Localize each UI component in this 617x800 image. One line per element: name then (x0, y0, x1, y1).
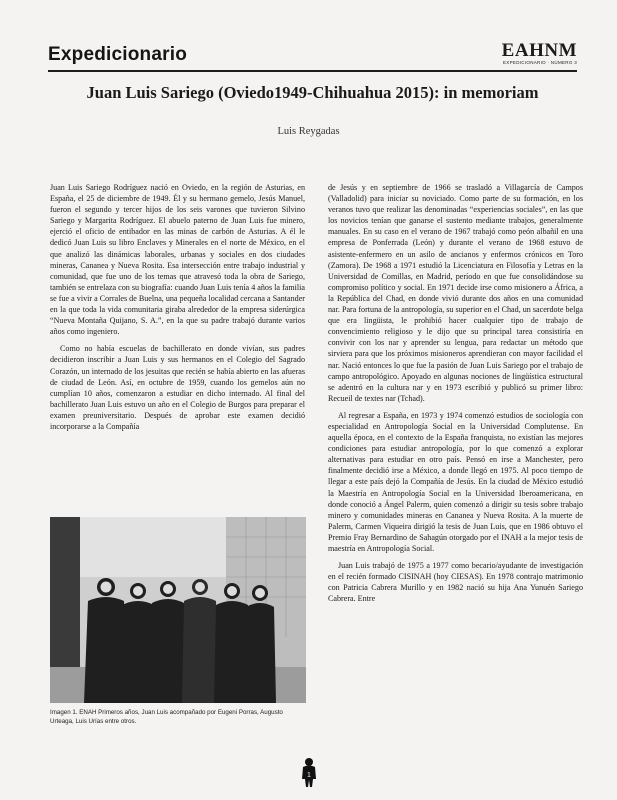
paragraph: Al regresar a España, en 1973 y 1974 comenzó estudios de sociología con especialidad en Antropología Social en la Universidad Complutense. En aquella época, en el contexto de la España franquista, no existían las mejores condiciones para estudiar antropología, por lo que comenzó a explorar alternativas para estudiar en otro país. Pensó en irse a Manchester, pero finalmente decidió irse a México, a donde llegó en 1975. Al poco tiempo de llegar a este país dejó la Compañía de Jesús. En la ciudad de México estudió la Maestría en Antropología Social en la Universidad Iberoamericana, en donde conoció a Ángel Palerm, quien comenzó a dirigir su tesis sobre trabajo minero y comunidades mineras en Cananea y Nueva Rosita. A la muerte de Palerm, Carmen Viqueira dirigió la tesis de Juan Luis, que en 1986 obtuvo el Premio Fray Bernardino de Sahagún otorgado por el INAH a la mejor tesis de maestría en Antropología Social. (328, 410, 583, 553)
text-column-left (50, 182, 305, 438)
text-column-right (328, 182, 583, 610)
article-title: Juan Luis Sariego (Oviedo1949-Chihuahua 2015): in memoriam (86, 83, 539, 102)
section-name: Expedicionario (48, 44, 188, 65)
journal-logo (502, 40, 577, 65)
page-folio-figure (300, 757, 318, 792)
group-photo (50, 517, 306, 703)
logo-subtitle: EXPEDICIONARIO · NÚMERO 3 (502, 60, 577, 65)
article-author: Luis Reygadas (277, 126, 340, 137)
header-rule (48, 70, 577, 72)
paragraph: Juan Luis Sariego Rodríguez nació en Oviedo, en la región de Asturias, en España, el 25 de diciembre de 1949. Él y su hermano gemelo, Jesús Manuel, fueron el segundo y tercer hijos de los seis varones que tuvieron Silvino Sariego y Margarita Rodríguez. El abuelo paterno de Juan Luis fue minero, ejerció el oficio de entibador en las minas de carbón de Asturias. A él le dedicó Juan Luis su libro Enclaves y Minerales en el norte de México, en el que analizó las dinámicas laborales, urbanas y sociales en dos ciudades mineras, Cananea y Nueva Rosita. Esa intersección entre trabajo industrial y comunidad, que fue uno de los temas que atravesó toda la obra de Sariego, también se entrelaza con su biografía: cuando Juan Luis tenía 4 años la familia se fue a vivir a Corrales de Buelna, una pequeña localidad cercana a Santander en la que toda la vida comunitaria giraba alrededor de la empresa siderúrgica “Nueva Montaña Quijano, S. A.”, en la que su padre trabajó durante varios años como ingeniero. (50, 183, 305, 337)
logo-name: EAHNM (501, 40, 577, 61)
paragraph: de Jesús y en septiembre de 1966 se trasladó a Villagarcía de Campos (Valladolid) para iniciar su noviciado. Como parte de su formación, en los veranos tuvo que realizar las denominadas “experiencias sociales”, en las que los novicios tenían que ganarse el sustento mediante trabajos, generalmente manuales. En su caso en el verano de 1967 trabajó como peón albañil en una empresa de Ponferrada (León) y durante el verano de 1968 estuvo de asistente-enfermero en un asilo de ancianos y enfermos crónicos en Toro (Zamora). De 1968 a 1971 estudió la Licenciatura en Filosofía y Letras en la Universidad de Comillas, en Madrid, período en que fue consolidándose su compromiso político y social. En 1971 decide irse como misionero a África, a la República del Chad, en donde vivió durante dos años en una comunidad nar. Para fortuna de la antropología, su superior en el Chad, un sacerdote belga que era lingüista, le prohibió hacer cualquier tipo de trabajo de convencimiento religioso y le dijo que su principal tarea consistiría en convivir con los nar y aprender su lengua, para redactar un método que sirviera para que los próximos misioneros aprendieran con mayor facilidad el nar. Nació entonces lo que fue la pasión de Juan Luis Sariego por el trabajo de campo antropológico. Apoyado en algunas nociones de lingüística estructural se adentró en la cultura nar y en 1973 escribió y publicó su primer libro: Recueil de textes nar (Tchad). (328, 183, 583, 403)
paragraph: Como no había escuelas de bachillerato en donde vivían, sus padres decidieron inscribir a Juan Luis y sus hermanos en el Colegio del Sagrado Corazón, un internado de los jesuitas que recién se había abierto en las afueras de ciudad de León. Así, en octubre de 1959, cuando los gemelos aún no cumplían 10 años, comenzaron a estudiar en dicho internado. Al final del bachillerato Juan Luis estuvo un año en el Colegio de Burgos para preparar el examen preuniversitario. Después de aprobar este examen decidió incorporarse a la Compañía (50, 344, 305, 431)
photo-caption: Imagen 1. ENAH Primeros años, Juan Luis acompañado por Eugeni Porras, Augusto Urteaga, Luis Urías entre otros. (50, 709, 283, 725)
folio-figure-icon (300, 757, 318, 787)
svg-text:1: 1 (307, 772, 311, 779)
paragraph: Juan Luis trabajó de 1975 a 1977 como becario/ayudante de investigación en el recién formado CISINAH (hoy CIESAS). En 1978 contrajo matrimonio con Patricia Cabrera Murillo y en 1982 nació su hija Ana Yunuén Sariego Cabrera. Entre (328, 561, 583, 604)
photo-image (50, 517, 306, 703)
